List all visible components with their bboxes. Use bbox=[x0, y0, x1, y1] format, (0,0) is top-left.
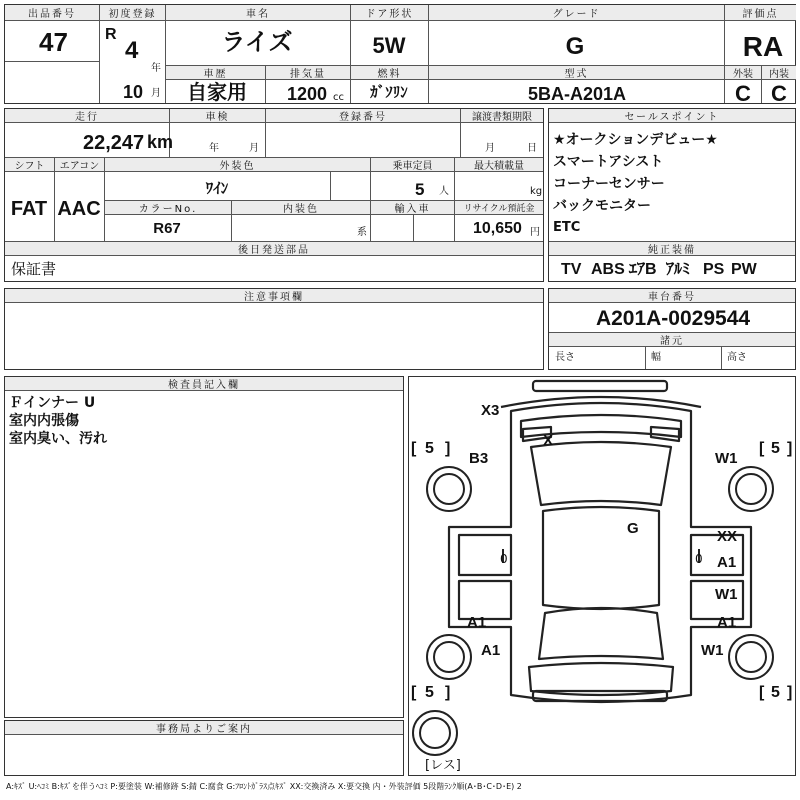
model-type-label: 型式 bbox=[429, 66, 724, 80]
tread-bracket-fr-close: ] bbox=[787, 440, 793, 457]
spec-block bbox=[4, 108, 544, 282]
tread-bracket-rl-close: ] bbox=[445, 684, 451, 701]
inspector-block bbox=[4, 376, 404, 718]
sales-point-item: ETC bbox=[553, 220, 581, 235]
capacity-label: 乗車定員 bbox=[371, 158, 454, 172]
length-label: 長さ bbox=[555, 352, 575, 363]
displacement-label: 排気量 bbox=[266, 66, 350, 80]
car-name: ライズ bbox=[221, 29, 293, 56]
office-block bbox=[4, 720, 404, 776]
max-load-unit: kg bbox=[530, 186, 543, 197]
equipment-label: 純正装備 bbox=[549, 242, 795, 256]
door-label: ドア形状 bbox=[351, 5, 428, 21]
later-parts-label: 後日発送部品 bbox=[5, 242, 543, 256]
color-no: R67 bbox=[153, 220, 181, 237]
notes-block bbox=[4, 288, 544, 370]
mark-a1-left: A1 bbox=[467, 614, 487, 631]
side-zero-left: 0 bbox=[500, 552, 508, 566]
chassis-number: A201A-0029544 bbox=[595, 307, 751, 330]
mileage-label: 走行 bbox=[5, 109, 169, 123]
later-parts: 保証書 bbox=[11, 260, 57, 278]
grade-label: グレード bbox=[429, 5, 724, 21]
tread-bracket-fl-close: ] bbox=[445, 440, 451, 457]
lot-number: 47 bbox=[39, 27, 68, 57]
car-name-label: 車名 bbox=[166, 5, 350, 21]
equipment-item: ｴｱB bbox=[629, 261, 657, 278]
transfer-day-unit: 日 bbox=[527, 143, 537, 154]
equipment-item: TV bbox=[561, 261, 582, 278]
sales-point-item: バックモニター bbox=[553, 198, 651, 214]
inspection-label: 車検 bbox=[170, 109, 265, 123]
tread-bracket-rr: [ bbox=[759, 684, 765, 701]
inspection-year-unit: 年 bbox=[209, 143, 219, 154]
ext-score-label: 外装 bbox=[725, 66, 761, 80]
displacement-unit: cc bbox=[333, 92, 344, 103]
mileage: 22,247 bbox=[83, 132, 145, 154]
tread-bracket-fr: [ bbox=[759, 440, 765, 457]
tread-rl: 5 bbox=[425, 684, 434, 701]
chassis-label: 車台番号 bbox=[549, 289, 795, 303]
mark-w1-rear: W1 bbox=[701, 642, 724, 659]
tread-bracket-fl: [ bbox=[411, 440, 417, 457]
sales-points-block bbox=[548, 108, 796, 282]
equipment-item: PW bbox=[731, 261, 757, 278]
height-label: 高さ bbox=[727, 352, 747, 363]
office-label: 事務局よりご案内 bbox=[5, 721, 403, 735]
vehicle-info-block bbox=[4, 4, 796, 104]
notes-label: 注意事項欄 bbox=[5, 289, 543, 303]
dims-label: 諸元 bbox=[549, 333, 795, 347]
mark-b3: B3 bbox=[469, 450, 489, 467]
capacity-unit: 人 bbox=[439, 186, 449, 197]
capacity: 5 bbox=[415, 180, 425, 199]
score: RA bbox=[742, 31, 784, 62]
ac-label: エアコン bbox=[55, 158, 104, 172]
first-reg-month: 10 bbox=[123, 82, 144, 102]
model-type: 5BA-A201A bbox=[527, 84, 627, 104]
int-color-label: 内装色 bbox=[232, 201, 370, 215]
int-color-unit: 系 bbox=[357, 227, 367, 238]
shift: FAT bbox=[10, 198, 48, 220]
ext-color-label: 外装色 bbox=[105, 158, 370, 172]
equipment-item: ｱﾙﾐ bbox=[666, 261, 691, 278]
mileage-unit: km bbox=[147, 132, 174, 152]
recycle-unit: 円 bbox=[530, 227, 540, 238]
int-score: C bbox=[771, 81, 787, 106]
first-reg-year: 4 bbox=[125, 37, 139, 64]
inspector-note: 室内臭い、汚れ bbox=[9, 431, 107, 447]
displacement: 1200 bbox=[287, 84, 328, 104]
sales-point-item: ★オークションデビュー★ bbox=[553, 132, 718, 148]
mark-w1-front: W1 bbox=[715, 450, 738, 467]
transfer-month-unit: 月 bbox=[485, 143, 495, 154]
history-label: 車歴 bbox=[166, 66, 265, 80]
inspector-label: 検査員記入欄 bbox=[5, 377, 403, 391]
legend: A:ｷｽﾞ U:ﾍｺﾐ B:ｷｽﾞを伴うﾍｺﾐ P:要塗装 W:補修跡 S:錆 C:腐食 G:ﾌﾛﾝﾄｶﾞﾗｽ点ｷｽﾞ XX:交換済み X:要交換 内・外装評価 5段階ﾗﾝｸ順(A･B･C･D･E) 2 bbox=[6, 782, 522, 791]
tread-bracket-rr-close: ] bbox=[787, 684, 793, 701]
ext-color: ﾜｲﾝ bbox=[205, 180, 229, 197]
mark-w1-right: W1 bbox=[715, 586, 738, 603]
equipment-item: ABS bbox=[591, 261, 625, 278]
inspector-note: Ｆインナー U bbox=[9, 395, 96, 411]
side-zero-right: 0 bbox=[695, 552, 703, 566]
sales-point-item: スマートアシスト bbox=[553, 154, 664, 170]
tread-rr: 5 bbox=[771, 684, 780, 701]
ac: AAC bbox=[57, 198, 101, 220]
tread-fl: 5 bbox=[425, 440, 434, 457]
mark-a1-right: A1 bbox=[717, 554, 737, 571]
first-reg-label: 初度登録 bbox=[100, 5, 165, 21]
fuel-label: 燃料 bbox=[351, 66, 428, 80]
inspector-note: 室内内張傷 bbox=[9, 413, 79, 429]
equipment-item: PS bbox=[703, 261, 725, 278]
inspection-month-unit: 月 bbox=[249, 143, 259, 154]
spare-value: レス bbox=[430, 758, 456, 773]
mark-a1-left2: A1 bbox=[481, 642, 501, 659]
score-label: 評価点 bbox=[725, 5, 796, 21]
car-diagram bbox=[409, 377, 795, 775]
chassis-block bbox=[548, 288, 796, 370]
history: 自家用 bbox=[187, 82, 247, 104]
door-type: 5W bbox=[372, 33, 406, 58]
lot-label: 出品番号 bbox=[5, 5, 99, 21]
mark-a1-right2: A1 bbox=[717, 614, 737, 631]
recycle-label: リサイクル預託金 bbox=[455, 201, 543, 215]
tread-fr: 5 bbox=[771, 440, 780, 457]
tread-bracket-rl: [ bbox=[411, 684, 417, 701]
mark-xx: XX bbox=[717, 528, 738, 545]
first-reg-month-unit: 月 bbox=[151, 88, 161, 99]
first-reg-year-unit: 年 bbox=[151, 63, 161, 74]
reg-no-label: 登録番号 bbox=[266, 109, 460, 123]
mark-x3: X3 bbox=[481, 402, 500, 419]
grade: G bbox=[565, 33, 585, 60]
int-score-label: 内装 bbox=[762, 66, 796, 80]
recycle: 10,650 bbox=[473, 220, 522, 237]
first-reg-era: R bbox=[105, 26, 117, 43]
mark-g: G bbox=[627, 520, 639, 537]
transfer-label: 譲渡書類期限 bbox=[461, 109, 543, 123]
width-label: 幅 bbox=[651, 352, 661, 363]
car-diagram-panel bbox=[408, 376, 796, 776]
shift-label: シフト bbox=[5, 158, 54, 172]
color-no-label: カラーNo. bbox=[105, 201, 231, 215]
spare-label: [レス] bbox=[425, 758, 461, 773]
import-label: 輸入車 bbox=[371, 201, 454, 215]
ext-score: C bbox=[735, 81, 751, 106]
sales-points-label: セールスポイント bbox=[549, 109, 795, 123]
fuel: ｶﾞｿﾘﾝ bbox=[370, 84, 408, 101]
sales-point-item: コーナーセンサー bbox=[553, 176, 665, 192]
mark-x: X bbox=[543, 432, 554, 449]
max-load-label: 最大積載量 bbox=[455, 158, 543, 172]
